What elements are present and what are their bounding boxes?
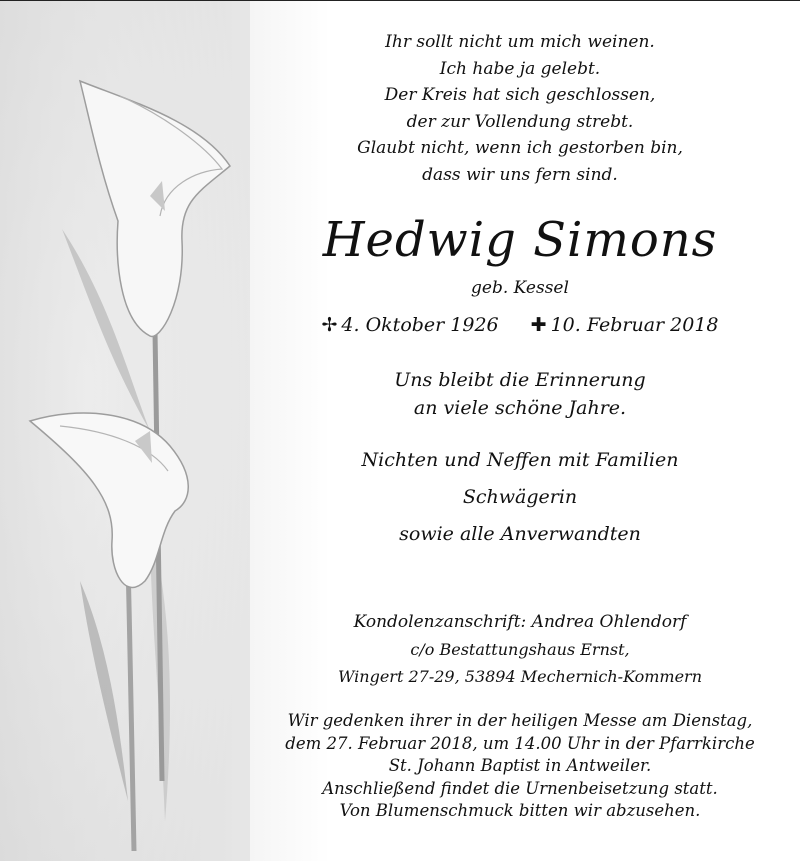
poem-line: Ich habe ja gelebt. <box>439 58 601 79</box>
mourner-line: Nichten und Neffen mit Familien <box>361 449 679 471</box>
death-date-text: 10. Februar 2018 <box>550 314 719 336</box>
condolence-co: c/o Bestattungshaus Ernst, <box>410 640 630 659</box>
poem-line: Glaubt nicht, wenn ich gestorben bin, <box>357 138 683 158</box>
memory-text <box>270 366 770 422</box>
birth-star-icon: ✢ <box>321 314 338 336</box>
service-info <box>270 710 770 823</box>
notice-text <box>270 1 770 823</box>
service-line: Wir gedenken ihrer in der heiligen Messe am Dienstag, <box>287 711 753 730</box>
life-dates <box>270 314 770 336</box>
memory-line: Uns bleibt die Erinnerung <box>394 369 646 391</box>
service-line: St. Johann Baptist in Antweiler. <box>388 756 652 775</box>
service-line: Von Blumenschmuck bitten wir abzusehen. <box>339 801 701 820</box>
condolence-address <box>270 609 770 690</box>
mourners <box>270 442 770 553</box>
service-line: dem 27. Februar 2018, um 14.00 Uhr in der Pfarrkirche <box>285 733 755 753</box>
birth-date <box>322 314 499 336</box>
memory-line: an viele schöne Jahre. <box>413 397 627 419</box>
condolence-contact: Kondolenzanschrift: Andrea Ohlendorf <box>353 612 687 632</box>
mourner-line: Schwägerin <box>462 486 578 508</box>
poem <box>270 29 770 188</box>
poem-line: dass wir uns fern sind. <box>422 164 618 185</box>
poem-line: Der Kreis hat sich geschlossen, <box>384 85 656 105</box>
service-line: Anschließend findet die Urnenbeisetzung statt. <box>322 778 718 798</box>
birth-date-text: 4. Oktober 1926 <box>341 314 499 336</box>
mourner-line: sowie alle Anverwandten <box>399 523 641 545</box>
condolence-street: Wingert 27-29, 53894 Mechernich-Kommern <box>338 667 702 686</box>
poem-line: der zur Vollendung strebt. <box>406 111 634 132</box>
death-cross-icon: ✚ <box>530 314 547 336</box>
death-date <box>531 314 719 336</box>
poem-line: Ihr sollt nicht um mich weinen. <box>385 32 655 52</box>
deceased-name: Hedwig Simons <box>322 212 718 268</box>
maiden-name: geb. Kessel <box>471 278 569 298</box>
